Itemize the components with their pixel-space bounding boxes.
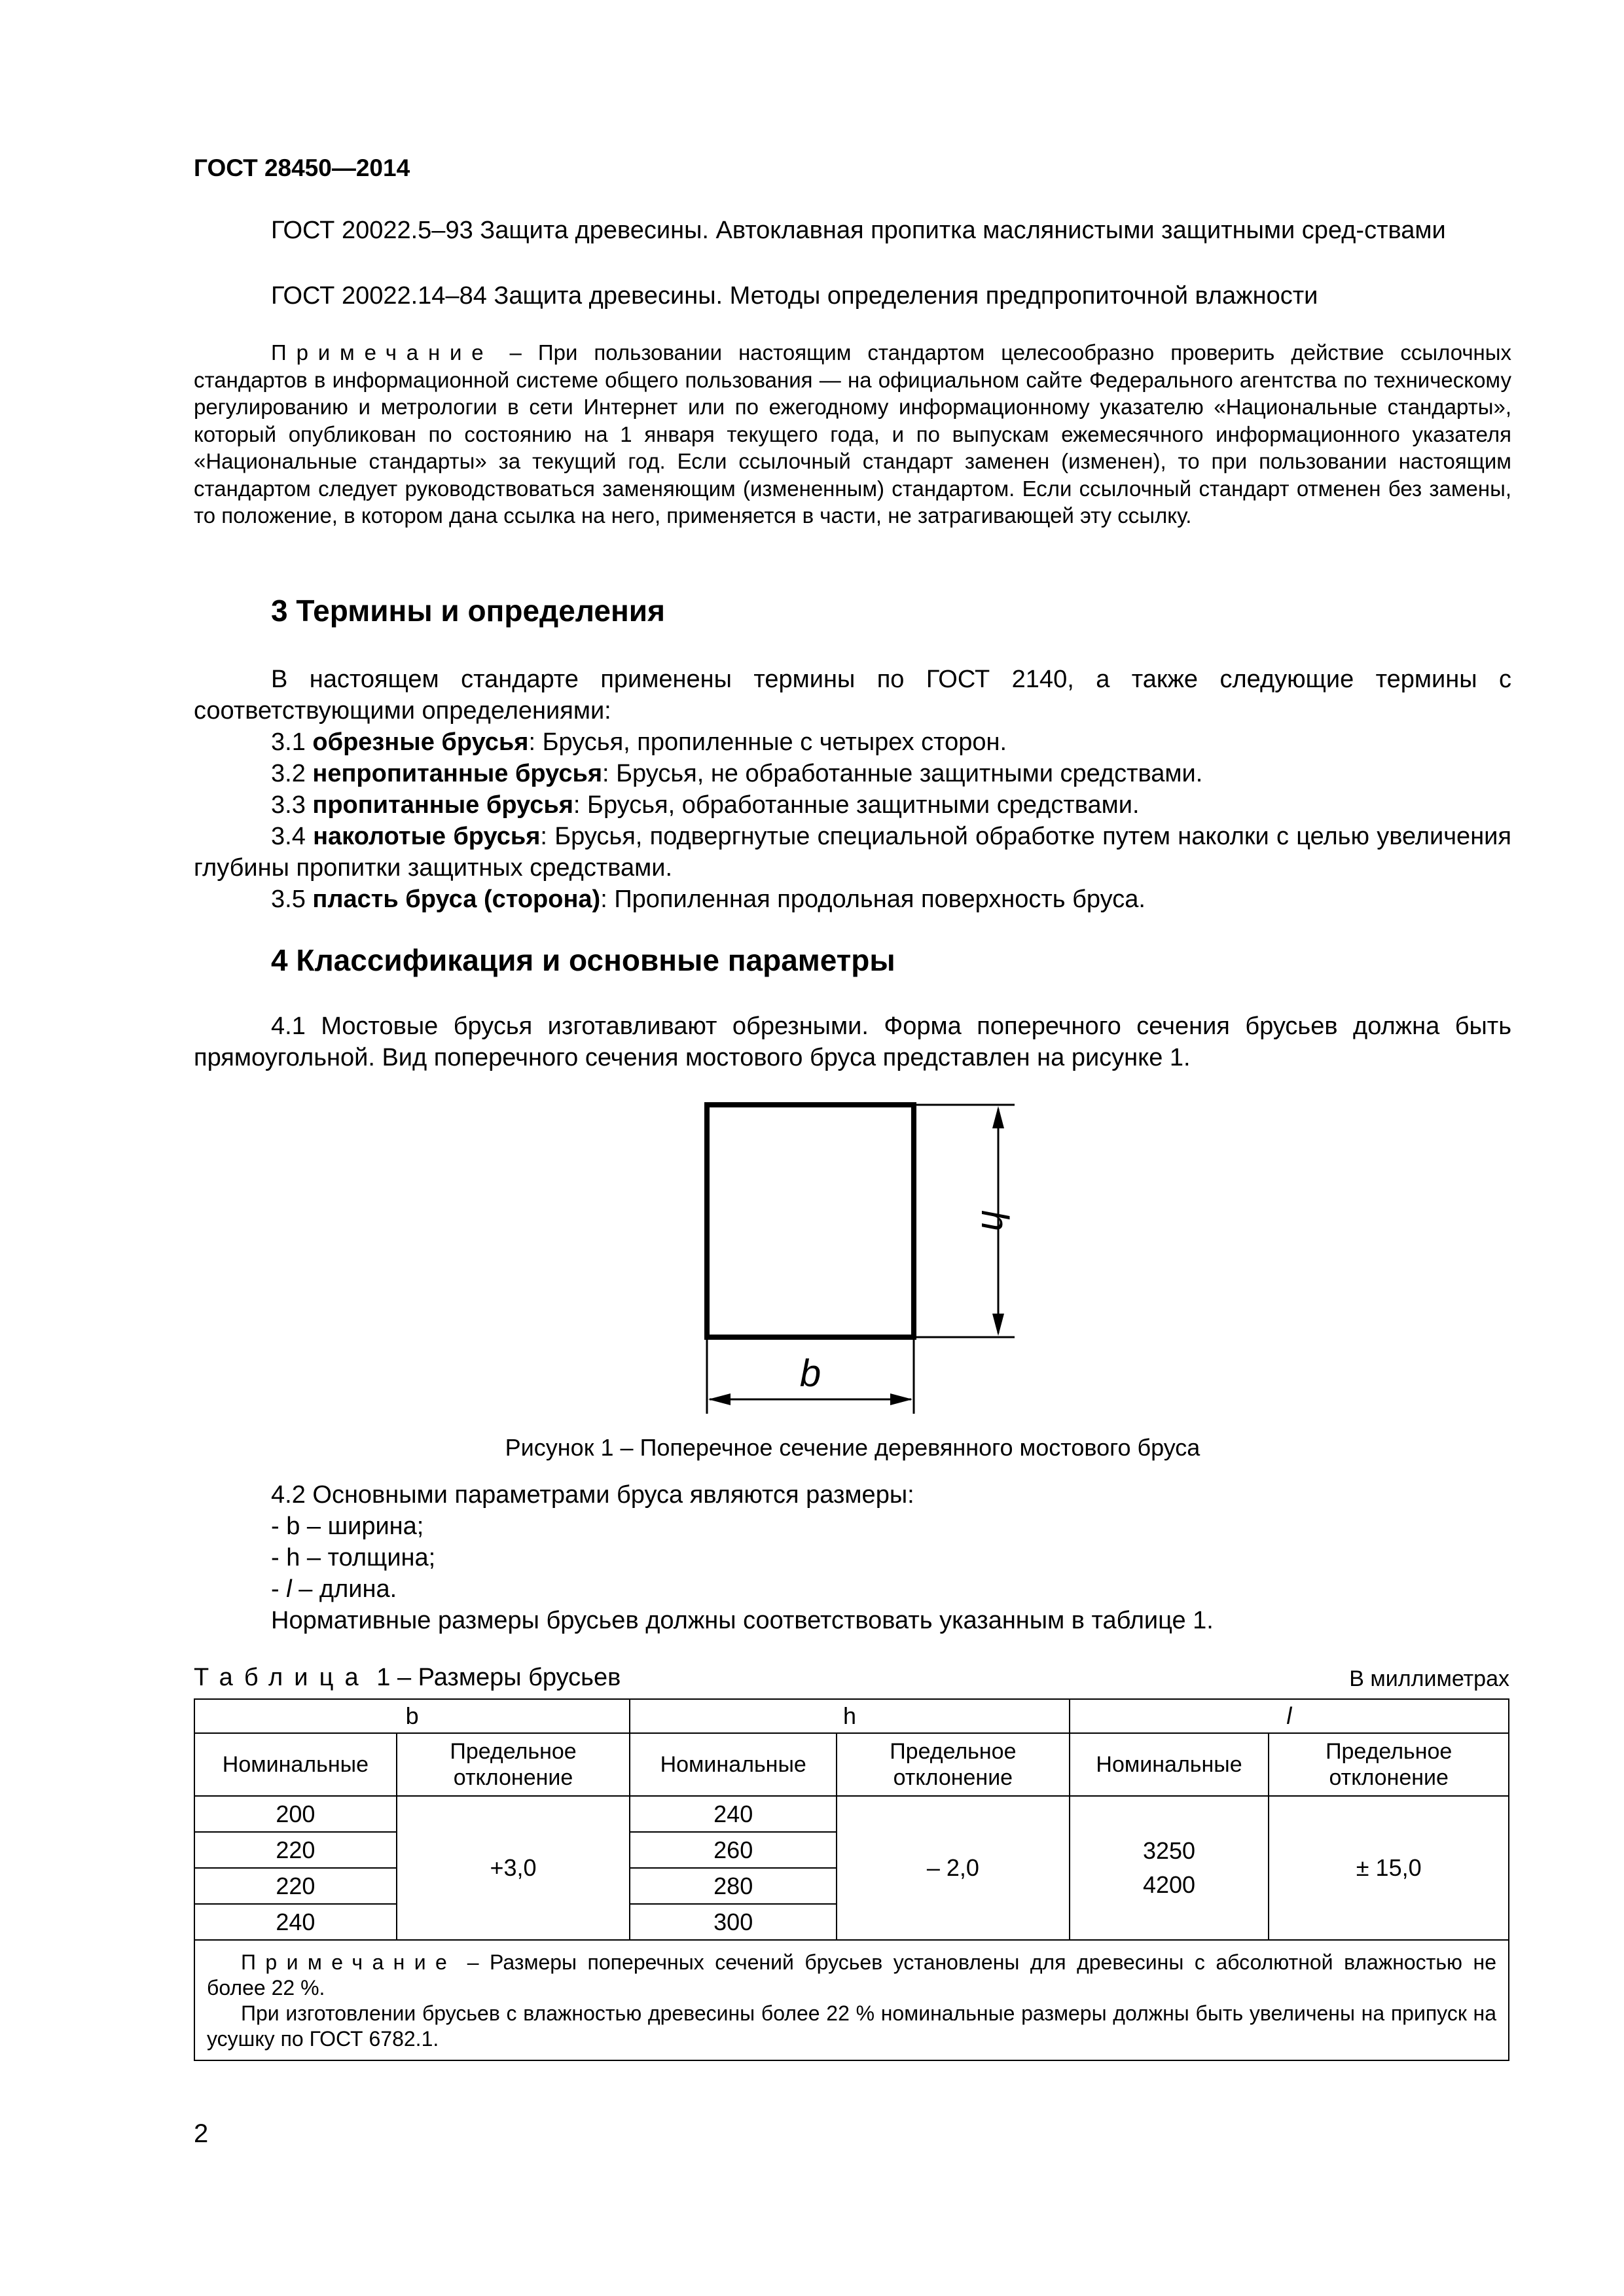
term-item: 3.2 непропитанные брусья: Брусья, не обработанные защитными средствами. bbox=[271, 760, 1203, 787]
paragraph-4-1: 4.1 Мостовые брусья изготавливают обрезными. Форма поперечного сечения брусьев должна быть прямоугольной. Вид поперечного сечения мостового бруса представлен на рисунке 1. bbox=[194, 1013, 1511, 1071]
term-name: непропитанные брусья bbox=[312, 760, 602, 787]
term-item: 3.1 обрезные брусья: Брусья, пропиленные с четырех сторон. bbox=[271, 728, 1007, 756]
param-item: - h – толщина; bbox=[271, 1544, 436, 1571]
references-note bbox=[194, 339, 1511, 529]
table-title: Таблица 1 – Размеры брусьев bbox=[194, 1664, 621, 1691]
h-nominal-cell: 240 bbox=[630, 1796, 837, 1832]
dimensions-table bbox=[194, 1698, 1509, 2061]
cross-section-figure bbox=[681, 1086, 1021, 1427]
document-header: ГОСТ 28450—2014 bbox=[194, 154, 410, 181]
b-nominal-cell: 220 bbox=[194, 1868, 397, 1904]
term-name: пласть бруса (сторона) bbox=[312, 886, 601, 913]
arrow-right-icon bbox=[890, 1393, 912, 1405]
subheader: Номинальные bbox=[1070, 1733, 1269, 1796]
header-b: b bbox=[194, 1699, 630, 1733]
page-number: 2 bbox=[194, 2119, 209, 2148]
term-item: 3.3 пропитанные брусья: Брусья, обработанные защитными средствами. bbox=[271, 791, 1140, 819]
table-group-header-row bbox=[194, 1699, 1509, 1733]
b-nominal-cell: 200 bbox=[194, 1796, 397, 1832]
h-nominal-cell: 300 bbox=[630, 1904, 837, 1940]
table-sub-header-row bbox=[194, 1733, 1509, 1796]
table-note: Примечание – Размеры поперечных сечений брусьев установлены для древесины с абсолютной влажностью не более 22 %. При изготовлении брусьев с влажностью древесины более 22 % номинальные размеры должны быть увеличены на припуск на усушку по ГОСТ 6782.1. bbox=[194, 1940, 1509, 2060]
table-row bbox=[194, 1796, 1509, 1832]
term-name: пропитанные брусья bbox=[312, 791, 573, 819]
section-3-title: 3 Термины и определения bbox=[271, 594, 665, 628]
dimension-label-b: b bbox=[799, 1352, 821, 1395]
figure-caption: Рисунок 1 – Поперечное сечение деревянного мостового бруса bbox=[505, 1434, 1200, 1461]
table-units: В миллиметрах bbox=[1349, 1666, 1509, 1691]
param-item: - l – длина. bbox=[271, 1575, 397, 1603]
header-h: h bbox=[630, 1699, 1069, 1733]
subheader: Номинальные bbox=[630, 1733, 837, 1796]
term-item: 3.4 наколотые брусья: Брусья, подвергнутые специальной обработке путем наколки с целью увеличения глубины пропитки защитных средствами. bbox=[194, 823, 1511, 882]
subheader: Предельное отклонение bbox=[1269, 1733, 1509, 1796]
h-tolerance-cell: – 2,0 bbox=[837, 1796, 1070, 1940]
l-tolerance-cell: ± 15,0 bbox=[1269, 1796, 1509, 1940]
dimension-label-h: h bbox=[973, 1210, 1016, 1232]
arrow-up-icon bbox=[992, 1106, 1004, 1128]
term-name: обрезные брусья bbox=[312, 728, 529, 756]
reference-item: ГОСТ 20022.5–93 Защита древесины. Автоклавная пропитка маслянистыми защитными сред-ствами bbox=[271, 217, 1446, 244]
header-l: l bbox=[1070, 1699, 1509, 1733]
arrow-down-icon bbox=[992, 1314, 1004, 1336]
h-nominal-cell: 280 bbox=[630, 1868, 837, 1904]
param-item: - b – ширина; bbox=[271, 1513, 424, 1540]
note-label: Примечание bbox=[271, 340, 494, 365]
subheader: Предельное отклонение bbox=[397, 1733, 630, 1796]
paragraph-normative: Нормативные размеры брусьев должны соответствовать указанным в таблице 1. bbox=[271, 1607, 1214, 1634]
subheader: Номинальные bbox=[194, 1733, 397, 1796]
term-item: 3.5 пласть бруса (сторона): Пропиленная продольная поверхность бруса. bbox=[271, 886, 1146, 913]
table-note-row bbox=[194, 1940, 1509, 2060]
term-name: наколотые брусья bbox=[313, 823, 541, 850]
l-nominal-cell: 3250 4200 bbox=[1070, 1796, 1269, 1940]
paragraph-4-2: 4.2 Основными параметрами бруса являются размеры: bbox=[271, 1481, 914, 1509]
h-nominal-cell: 260 bbox=[630, 1832, 837, 1868]
b-tolerance-cell: +3,0 bbox=[397, 1796, 630, 1940]
section-3-intro: В настоящем стандарте применены термины по ГОСТ 2140, а также следующие термины с соответствующими определениями: bbox=[194, 666, 1511, 725]
b-nominal-cell: 220 bbox=[194, 1832, 397, 1868]
subheader: Предельное отклонение bbox=[837, 1733, 1070, 1796]
note-text: – При пользовании настоящим стандартом целесообразно проверить действие ссылочных стандартов в информационной системе общего пользования — на официальном сайте Федерального агентства по техническому регулированию и метрологии в сети Интернет или по ежегодному информационному указателю «Национальные стандарты», который опубликован по состоянию на 1 января текущего года, и по выпускам ежемесячного информационного указателя «Национальные стандарты» за текущий год. Если ссылочный стандарт заменен (изменен), то при пользовании настоящим стандартом следует руководствоваться заменяющим (измененным) стандартом. Если ссылочный стандарт отменен без замены, то положение, в котором дана ссылка на него, применяется в части, не затрагивающей эту ссылку. bbox=[194, 340, 1511, 528]
b-nominal-cell: 240 bbox=[194, 1904, 397, 1940]
reference-item: ГОСТ 20022.14–84 Защита древесины. Методы определения предпропиточной влажности bbox=[271, 282, 1318, 310]
section-4-title: 4 Классификация и основные параметры bbox=[271, 943, 895, 977]
arrow-left-icon bbox=[708, 1393, 731, 1405]
beam-cross-section bbox=[707, 1105, 914, 1337]
